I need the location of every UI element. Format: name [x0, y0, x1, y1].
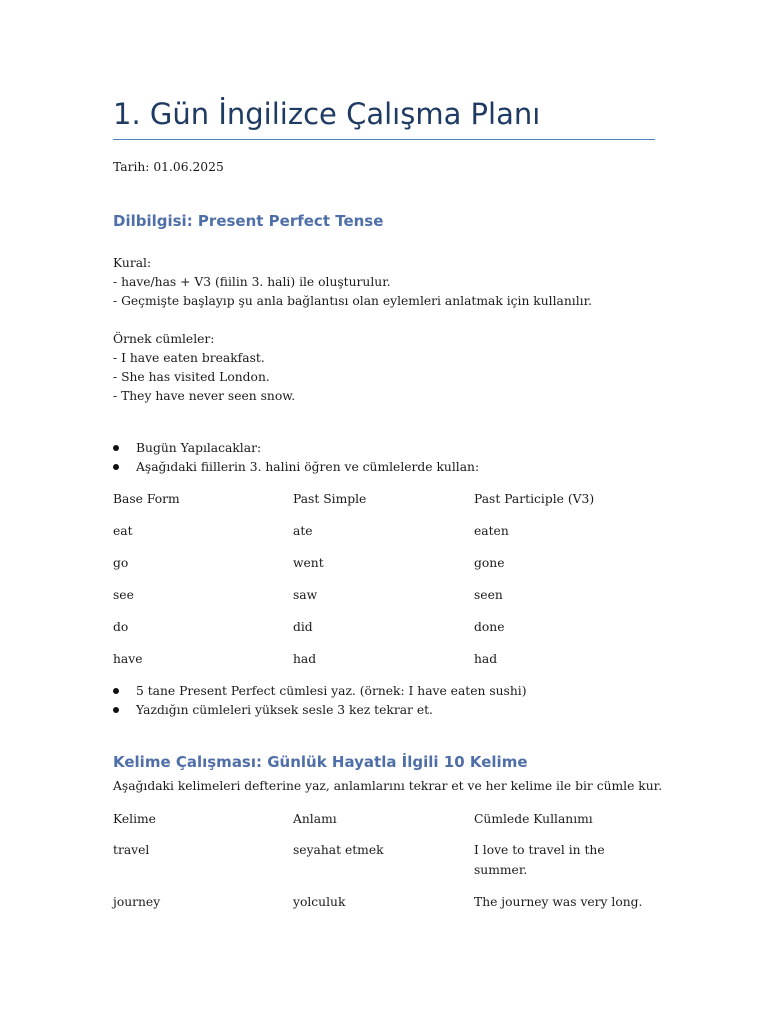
list-item — [113, 439, 655, 458]
list-item-text: 5 tane Present Perfect cümlesi yaz. (örnek: I have eaten sushi) — [136, 684, 527, 698]
list-item-text: Aşağıdaki fiillerin 3. halini öğren ve cümlelerde kullan: — [136, 460, 480, 474]
table-cell: see — [113, 588, 134, 602]
rule-label: Kural: — [113, 256, 152, 270]
task-list — [113, 682, 655, 720]
table-cell: did — [293, 620, 313, 634]
list-item — [113, 458, 655, 477]
rule-line: - Geçmişte başlayıp şu anla bağlantısı olan eylemleri anlatmak için kullanılır. — [113, 294, 593, 308]
table-cell: saw — [293, 588, 318, 602]
table-cell: gone — [474, 556, 505, 570]
table-cell: seen — [474, 588, 503, 602]
table-cell: eaten — [474, 524, 509, 538]
date-line: Tarih: 01.06.2025 — [113, 160, 224, 174]
bullet-icon — [113, 688, 119, 694]
table-cell: The journey was very long. — [474, 895, 643, 909]
list-item — [113, 701, 655, 720]
examples-label: Örnek cümleler: — [113, 332, 215, 346]
column-header: Past Simple — [293, 492, 367, 506]
column-header: Anlamı — [293, 812, 337, 826]
bullet-icon — [113, 707, 119, 713]
todo-list — [113, 439, 655, 477]
table-cell: yolculuk — [293, 895, 346, 909]
table-cell: had — [293, 652, 317, 666]
table-cell: I love to travel in the summer. — [474, 843, 605, 877]
title-underline — [113, 139, 655, 140]
list-item-text: Bugün Yapılacaklar: — [136, 441, 262, 455]
table-cell: had — [474, 652, 498, 666]
table-cell: seyahat etmek — [293, 843, 384, 857]
table-cell: do — [113, 620, 129, 634]
column-header: Cümlede Kullanımı — [474, 812, 593, 826]
example-sentence: - They have never seen snow. — [113, 389, 296, 403]
table-cell: go — [113, 556, 129, 570]
bullet-icon — [113, 445, 119, 451]
vocabulary-intro: Aşağıdaki kelimeleri defterine yaz, anlamlarını tekrar et ve her kelime ile bir cümle kur. — [113, 779, 663, 793]
grammar-heading: Dilbilgisi: Present Perfect Tense — [113, 212, 384, 230]
list-item-text: Yazdığın cümleleri yüksek sesle 3 kez tekrar et. — [136, 703, 433, 717]
table-cell: have — [113, 652, 143, 666]
table-cell: ate — [293, 524, 313, 538]
column-header: Past Participle (V3) — [474, 492, 595, 506]
table-cell: went — [293, 556, 324, 570]
list-item — [113, 682, 655, 701]
table-cell: journey — [113, 895, 161, 909]
table-cell: travel — [113, 843, 150, 857]
page-title: 1. Gün İngilizce Çalışma Planı — [113, 97, 541, 131]
rule-line: - have/has + V3 (fiilin 3. hali) ile oluşturulur. — [113, 275, 391, 289]
example-sentence: - I have eaten breakfast. — [113, 351, 265, 365]
vocabulary-heading: Kelime Çalışması: Günlük Hayatla İlgili 10 Kelime — [113, 753, 528, 771]
column-header: Kelime — [113, 812, 156, 826]
table-cell: done — [474, 620, 505, 634]
column-header: Base Form — [113, 492, 180, 506]
bullet-icon — [113, 464, 119, 470]
example-sentence: - She has visited London. — [113, 370, 270, 384]
table-cell: eat — [113, 524, 133, 538]
